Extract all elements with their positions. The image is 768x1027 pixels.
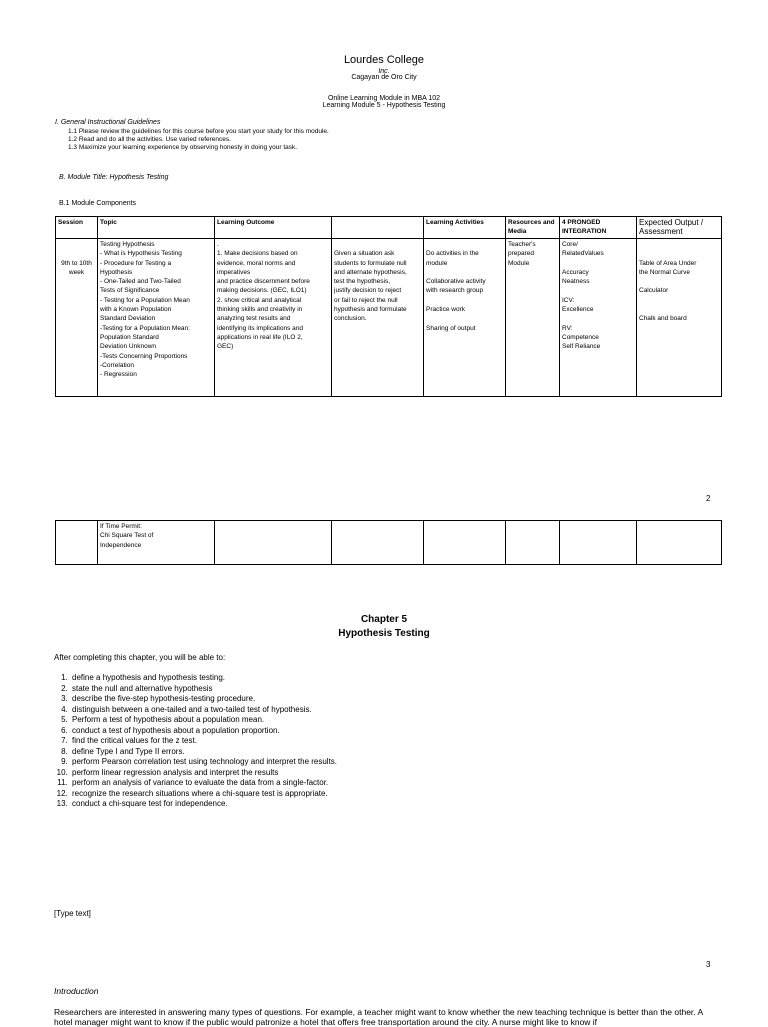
cell-line: evidence, moral norms and (217, 259, 296, 267)
situation-cell (332, 239, 424, 397)
cell-line (639, 240, 719, 249)
cell-line: -Correlation (100, 361, 134, 369)
objective-item: 6. conduct a test of hypothesis about a population proportion. (70, 726, 570, 737)
table-header-row (56, 217, 722, 239)
table-cell (56, 521, 98, 565)
table-row (56, 521, 722, 565)
cell-line: - Testing for a Population Mean (100, 296, 190, 304)
table-cell (424, 521, 506, 565)
cell-line: - Regression (100, 371, 137, 379)
pronged-cell (560, 239, 637, 397)
table-row (56, 239, 722, 397)
cell-line: Calculator (639, 287, 669, 295)
cell-line (426, 268, 503, 277)
objectives-intro: After completing this chapter, you will be able to: (54, 653, 226, 662)
session-cell (56, 239, 98, 397)
cell-line: imperatives (217, 268, 251, 276)
header-topic: Topic (98, 217, 215, 239)
cell-line: applications in real life (ILO 2, (217, 333, 303, 341)
cell-line: Teacher's (508, 241, 536, 248)
cell-line: Sharing of output (426, 324, 476, 332)
cell-line: Collaborative activity (426, 278, 486, 286)
cell-line: RelatedValues (562, 250, 604, 258)
objective-item: 13. conduct a chi-square test for independence. (70, 799, 570, 810)
cell-line: - One-Tailed and Two-Tailed (100, 278, 181, 286)
cell-line (562, 286, 634, 295)
cell-line: with research group (426, 287, 484, 295)
session-value: 9th to 10th week (61, 260, 92, 277)
cell-line: Practice work (426, 306, 466, 314)
module-title: Learning Module 5 - Hypothesis Testing (322, 102, 446, 109)
cell-line: 2. show critical and analytical (217, 296, 302, 304)
cell-line: test the hypothesis, (334, 278, 391, 286)
objectives-list (54, 673, 570, 810)
cell-line: Hypothesis (100, 268, 133, 276)
cell-line: RV: (562, 324, 573, 332)
cell-line (639, 249, 719, 258)
chapter-number: Chapter 5 (360, 614, 408, 625)
cell-line: students to formulate null (334, 259, 407, 267)
expected-cell (637, 239, 722, 397)
cell-line: -Testing for a Population Mean: (100, 324, 190, 332)
cell-line: Chalk and board (639, 315, 687, 323)
cell-line (426, 296, 503, 305)
cell-line (639, 277, 719, 286)
cell-line (426, 240, 503, 249)
cell-line: Independence (100, 541, 142, 549)
cell-line (639, 305, 719, 314)
cell-line (639, 296, 719, 305)
objective-item: 8. define Type I and Type II errors. (70, 747, 570, 758)
cell-line: Accuracy (562, 268, 589, 276)
cell-line: thinking skills and creativity in (217, 306, 303, 314)
chapter-title: Hypothesis Testing (338, 628, 430, 639)
objective-item: 7. find the critical values for the z test. (70, 736, 570, 747)
cell-line: Excellence (562, 306, 594, 314)
cell-line: ICV: (562, 296, 575, 304)
introduction-heading: Introduction (54, 986, 99, 996)
cell-line: Population Standard (100, 333, 159, 341)
cell-line: module (426, 259, 448, 267)
resources-cell (506, 239, 560, 397)
topic-cell (98, 521, 215, 565)
cell-line: or fail to reject the null (334, 296, 398, 304)
header-blank (332, 217, 424, 239)
objective-item: 5. Perform a test of hypothesis about a population mean. (70, 715, 570, 726)
cell-line: GEC) (217, 343, 234, 351)
cell-line: -Tests Concerning Proportions (100, 352, 188, 360)
cell-line: Tests of Significance (100, 287, 160, 295)
cell-line: and alternate hypothesis, (334, 268, 407, 276)
table-cell (332, 521, 424, 565)
cell-line (426, 314, 503, 323)
cell-line: Table of Area Under (639, 259, 697, 267)
objective-item: 10. perform linear regression analysis and interpret the results (70, 768, 570, 779)
cell-line: Self Reliance (562, 343, 601, 351)
cell-line: Competence (562, 333, 599, 341)
objective-item: 11. perform an analysis of variance to evaluate the data from a single-factor. (70, 778, 570, 789)
cell-line: justify decision to reject (334, 287, 402, 295)
header-learning-outcome: Learning Outcome (215, 217, 332, 239)
college-city: Cagayan de Oro City (351, 74, 417, 81)
header-pronged-integration: 4 PRONGED INTEGRATION (560, 217, 637, 239)
module-components-table (55, 216, 722, 397)
cell-line: analyzing test results and (217, 315, 291, 323)
table-cell (506, 521, 560, 565)
college-inc: Inc. (378, 68, 390, 75)
cell-line: Chi Square Test of (100, 532, 154, 540)
cell-line: with a Known Population (100, 306, 172, 314)
cell-line: conclusion. (334, 315, 367, 323)
introduction-paragraph: Researchers are interested in answering many types of questions. For example, a teacher might want to know whether the new teaching technique is better than the other. A hotel manager might want to know if the public would patronize a hotel that offers free transportation around the city. A nurse might like to know if (54, 1007, 703, 1027)
table-cell (560, 521, 637, 565)
cell-line: hypothesis and formulate (334, 306, 407, 314)
cell-line: 1. Make decisions based on (217, 250, 298, 258)
objective-item: 3. describe the five-step hypothesis-testing procedure. (70, 694, 570, 705)
cell-line: prepared (508, 250, 535, 258)
activities-cell (424, 239, 506, 397)
cell-line: Module (508, 259, 530, 267)
guideline-item: 1.2 Read and do all the activities. Use varied references. (68, 136, 231, 143)
cell-line: - What is Hypothesis Testing (100, 250, 182, 258)
cell-line: the Normal Curve (639, 268, 690, 276)
cell-line: Standard Deviation (100, 315, 156, 323)
cell-line: Core/ (562, 241, 578, 248)
cell-line: and practice discernment before (217, 278, 310, 286)
college-name: Lourdes College (343, 54, 425, 66)
cell-line: - Procedure for Testing a (100, 259, 172, 267)
cell-line (562, 314, 634, 323)
footer-placeholder: [Type text] (54, 909, 91, 918)
section-i-title: I. General Instructional Guidelines (55, 119, 161, 126)
objective-item: 12. recognize the research situations where a chi-square test is appropriate. (70, 789, 570, 800)
guideline-item: 1.3 Maximize your learning experience by observing honesty in doing your task. (68, 144, 298, 151)
page-number: 3 (706, 960, 711, 969)
outcome-cell (215, 239, 332, 397)
cell-line: Do activities in the (426, 250, 479, 258)
header-session: Session (56, 217, 98, 239)
course-title: Online Learning Module in MBA 102 (327, 95, 441, 102)
objective-item: 9. perform Pearson correlation test using technology and interpret the results. (70, 757, 570, 768)
table-cell (215, 521, 332, 565)
page-number: 2 (706, 494, 711, 503)
module-components-heading: B.1 Module Components (59, 200, 137, 207)
cell-line (334, 240, 421, 249)
cell-line: . (217, 241, 219, 248)
cell-line: If Time Permit: (100, 523, 142, 530)
header-learning-activities: Learning Activities (424, 217, 506, 239)
topic-cell (98, 239, 215, 397)
objective-item: 1. define a hypothesis and hypothesis testing. (70, 673, 570, 684)
guideline-item: 1.1 Please review the guidelines for this course before you start your study for this module. (68, 128, 329, 135)
table-cell (637, 521, 722, 565)
cell-line: Deviation Unknown (100, 343, 157, 351)
cell-line: identifying its implications and (217, 324, 303, 332)
header-expected-output: Expected Output / Assessment (637, 217, 722, 239)
module-components-table-continued (55, 520, 722, 565)
objective-item: 2. state the null and alternative hypothesis (70, 684, 570, 695)
module-title-section: B. Module Title: Hypothesis Testing (59, 174, 169, 181)
cell-line: Given a situation ask (334, 250, 395, 258)
objective-item: 4. distinguish between a one-tailed and a two-tailed test of hypothesis. (70, 705, 570, 716)
cell-line: Testing Hypothesis (100, 241, 155, 248)
cell-line (562, 259, 634, 268)
header-resources: Resources and Media (506, 217, 560, 239)
cell-line: Neatness (562, 278, 590, 286)
cell-line: making decisions. (GEC, ILO1) (217, 287, 307, 295)
